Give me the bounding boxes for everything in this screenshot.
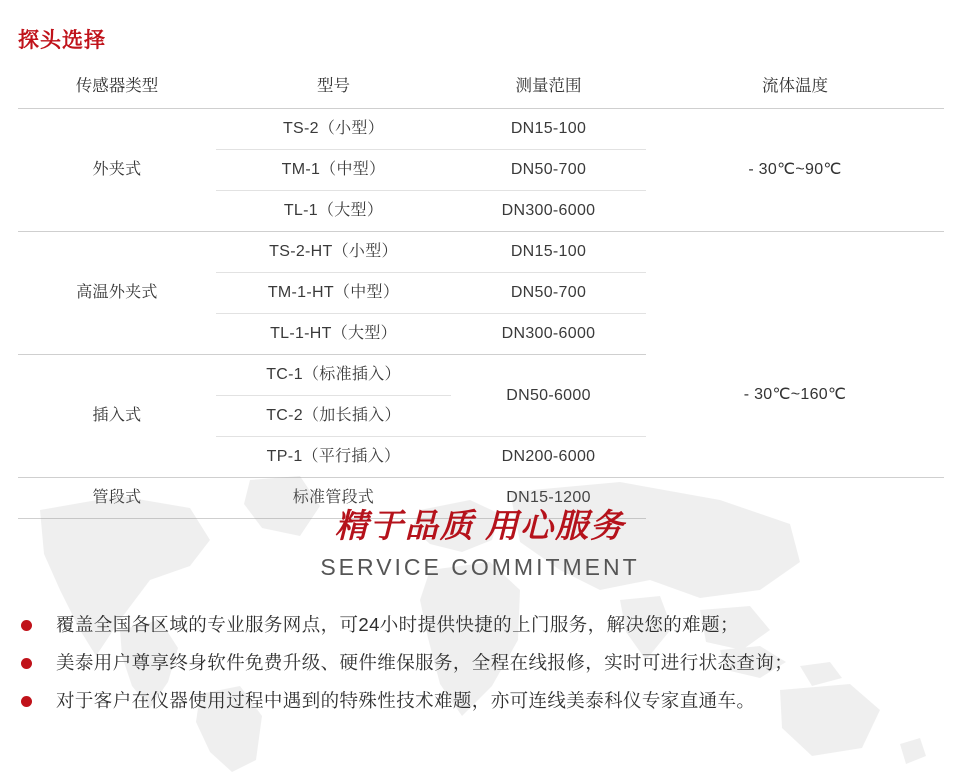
cell-sensor-type: 外夹式 — [18, 109, 216, 232]
commitment-title-en: SERVICE COMMITMENT — [320, 553, 640, 580]
cell-temp-spacer — [646, 232, 944, 314]
cell-model: TS-2-HT（小型） — [216, 232, 451, 273]
table-row — [18, 109, 944, 150]
list-item — [18, 682, 948, 720]
cell-range: DN15-100 — [451, 232, 646, 273]
cell-range: DN50-700 — [451, 150, 646, 191]
list-item — [18, 644, 948, 682]
cell-temp: - 30℃~160℃ — [646, 314, 944, 478]
cell-model: TP-1（平行插入） — [216, 437, 451, 478]
list-item-text: 美泰用户尊享终身软件免费升级、硬件维保服务，全程在线报修，实时可进行状态查询； — [56, 652, 794, 673]
bullet-dot-icon — [21, 620, 32, 631]
cell-range: DN15-1200 — [451, 478, 646, 519]
cell-range: DN15-100 — [451, 109, 646, 150]
cell-range: DN200-6000 — [451, 437, 646, 478]
cell-model: TS-2（小型） — [216, 109, 451, 150]
table-header-cell: 型号 — [216, 64, 451, 109]
bullet-dot-icon — [21, 696, 32, 707]
list-item — [18, 606, 948, 644]
table-header-cell: 传感器类型 — [18, 64, 216, 109]
cell-model: TL-1-HT（大型） — [216, 314, 451, 355]
service-commitment-block — [0, 508, 960, 581]
bullet-dot-icon — [21, 658, 32, 669]
list-item-text: 覆盖全国各区域的专业服务网点，可24小时提供快捷的上门服务，解决您的难题； — [56, 614, 739, 635]
cell-model: TM-1-HT（中型） — [216, 273, 451, 314]
cell-range: DN300-6000 — [451, 191, 646, 232]
cell-range: DN50-700 — [451, 273, 646, 314]
cell-model: TL-1（大型） — [216, 191, 451, 232]
cell-model: TC-1（标准插入） — [216, 355, 451, 396]
table-row — [18, 232, 944, 273]
cell-range: DN300-6000 — [451, 314, 646, 355]
commitment-title-cn: 精于品质 用心服务 — [334, 509, 626, 545]
cell-temp: - 30℃~90℃ — [646, 109, 944, 232]
cell-model: TC-2（加长插入） — [216, 396, 451, 437]
cell-range: DN50-6000 — [451, 355, 646, 437]
service-list — [18, 606, 948, 720]
table-header-cell: 流体温度 — [646, 64, 944, 109]
probe-selection-table — [18, 64, 944, 519]
table-header-row — [18, 64, 944, 109]
cell-model: TM-1（中型） — [216, 150, 451, 191]
cell-model: 标准管段式 — [216, 478, 451, 519]
page-title: 探头选择 — [18, 29, 106, 52]
table-header-cell: 测量范围 — [451, 64, 646, 109]
list-item-text: 对于客户在仪器使用过程中遇到的特殊性技术难题，亦可连线美泰科仪专家直通车。 — [56, 690, 756, 711]
cell-sensor-type: 插入式 — [18, 355, 216, 478]
cell-sensor-type: 管段式 — [18, 478, 216, 519]
cell-sensor-type: 高温外夹式 — [18, 232, 216, 355]
